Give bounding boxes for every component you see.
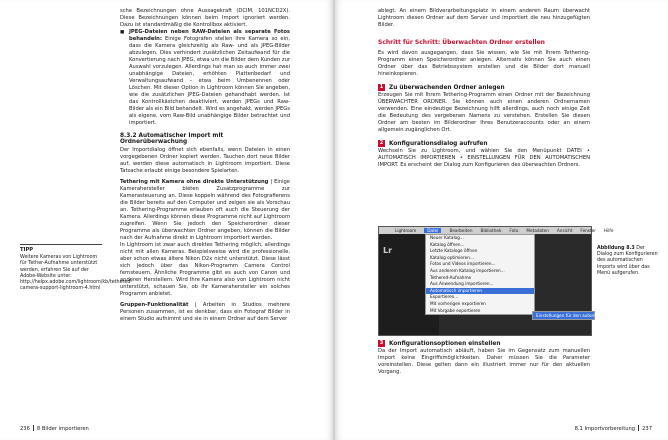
step-3-heading: [378, 340, 590, 347]
tether-text: Einige Kamerahersteller bieten Zusatzprogramme zur Kamerasteuerung an. Diese koppeln während des Fotografierens die Bilder bereits auf den Computer und zeigen sie als Vorschau an. Tethering-Programme erlauben oft auch die Steuerung der Kamera. Allerdings können diese Programme nicht auf Lightroom zugreifen. Wenn Sie jedoch den Speicherordner dieser Programme als überwachten Ordner angeben, können die Bilder nach der Aufnahme direkt in Lightroom importiert werden.: [120, 179, 290, 241]
left-chapter-title: Bilder importieren: [41, 426, 89, 432]
jpeg-bullet: [120, 29, 290, 127]
menu-item: Aus Anwendung importieren...: [430, 281, 494, 287]
menu-item: Letzte Kataloge öffnen: [430, 248, 478, 254]
figure-caption: [597, 246, 661, 277]
right-intro: ablegt. An einem Bildverarbeitungsplatz in einem anderen Raum überwacht Lightroom diesen Ordner auf dem Server und importiert die neu hinzugefügten Bilder.: [378, 8, 590, 28]
section-text: Der Importdialog öffnet sich ebenfalls, wenn Dateien in einen vorgegebenen Ordner kopiert werden. Tauchen dort neue Bilder auf, werden diese automatisch in Lightroom importiert. Diese Tatsache erlaubt einige besondere Spielarten.: [120, 147, 290, 174]
step-3-block: [378, 340, 590, 376]
tipp-label: TIPP: [20, 247, 34, 253]
tipp-box: [20, 244, 133, 293]
menu-item: Katalog optimieren...: [430, 254, 474, 260]
left-page-number: 236: [20, 426, 30, 432]
gruppe-paragraph: Gruppen-Funktionalität | Arbeiten in Studios mehrere Personen zusammen, ist es denkbar, dass ein Fotograf Bilder in einem Studio aufnimmt und sie in einem Ordner auf dem Server: [120, 302, 290, 322]
left-text-column: [120, 8, 290, 323]
datei-menu: [425, 234, 535, 315]
menu-item: Katalog öffnen...: [430, 241, 465, 247]
tether-title: Tethering mit Kamera ohne direkte Unterstützung: [120, 179, 269, 185]
menubar-item: Ansicht: [556, 228, 573, 233]
step-1-text: Erzeugen Sie mit Ihrem Tethering-Programm einen Ordner mit der Bezeichnung ÜBERWACHTER ORDNER. Sie können auch einen anderen Ordnernamen verwenden. Eine eindeutige Bezeichnung hilft allerdings, auch noch einige Zeit die Bedeutung des vergebenen Namens zu verstehen. Erstellen Sie diesen Ordner am besten im Bilderordner Ihres Benutzeraccounts oder an einem allgemein zugänglichen Ort.: [378, 92, 590, 133]
step-1-title: Zu überwachenden Ordner anlegen: [389, 84, 505, 91]
left-footer: [20, 425, 89, 432]
step-1-heading: [378, 84, 590, 91]
step-3-text: Da der Import automatisch abläuft, haben Sie im Gegensatz zum manuellen Import keine Eingriffsmöglichkeiten. Daher müssen Sie die Parameter voreinstellen. Diese gelten dann ein illustriert immer nur für den aktuellen Vorgang.: [378, 348, 590, 375]
right-page: [335, 0, 668, 440]
left-intro: sche Bezeichnungen ohne Aussagekraft (DCIM, 101NCD2X). Diese Bezeichnungen können beim Import ignoriert werden. Dazu ist standardmäßig die Kontrollbox aktiviert.: [120, 8, 290, 28]
left-page: [0, 0, 333, 440]
step-2-number: 2: [379, 140, 384, 146]
menu-item: Aus anderem Katalog importieren...: [430, 267, 505, 273]
step-1-number: 1: [379, 84, 384, 90]
menubar-item: Foto: [509, 228, 519, 233]
menubar-item: Bibliothek: [480, 228, 502, 233]
tether-paragraph: Tethering mit Kamera ohne direkte Unterstützung | Einige Kamerahersteller bieten Zusatzprogramme zur Kamerasteuerung an. Diese koppeln während des Fotografierens die Bilder bereits auf den Computer und zeigen sie als Vorschau an. Tethering-Programme erlauben oft auch die Steuerung der Kamera. Allerdings können diese Programme nicht auf Lightroom zugreifen. Wenn Sie jedoch den Speicherordner dieser Programme als überwachten Ordner angeben, können die Bilder nach der Aufnahme direkt in Lightroom importiert werden.: [120, 179, 290, 241]
caption-text: Der Dialog zum Konfigurieren des automatischen Imports wird über das Menü aufgerufen.: [597, 246, 658, 276]
step-by-step-intro: Es wird davon ausgegangen, dass Sie wissen, wie Sie mit Ihrem Tethering-Programm einen Speicherordner anlegen. Alternativ können Sie auch einen Ordner über das Betriebssystem erstellen und die Bilder dort manuell hineinkopieren.: [378, 50, 590, 77]
right-footer: [575, 425, 652, 432]
step-2-title: Konfigurationsdialog aufrufen: [389, 140, 488, 147]
menubar-item: Metadaten: [526, 228, 549, 233]
menubar-item: Fenster: [580, 228, 596, 233]
menu-item: Tethered-Aufnahme: [430, 274, 472, 280]
menu-item: Exportieren...: [430, 294, 459, 300]
left-chapter-number: 8: [36, 426, 41, 432]
menubar-item: Lightroom: [395, 228, 417, 233]
section-heading: 8.3.2 Automatischer Import mit Ordnerüberwachung: [120, 133, 224, 145]
jpeg-bullet-text: Einige Fotografen stellen ihre Kamera so ein, dass die Kamera gleichzeitig als Raw- und als JPEG-Bilder abzulegen. Dies verhindert zusätzlichen Zeitaufwand für die Konvertierung nach JPEG, etwa um die Bilder dem Kunden zur Auswahl vorzulegen. Allerdings hat man so auch immer zwei unabhängige Dateien, erhöhten Plattenbedarf und Verwaltungsaufwand – etwa beim Umbenennen oder Löschen. Mit dieser Option in Lightroom können Sie angeben, wie die zusätzlichen JPEG-Dateien gehandhabt werden. Ist das Kontrollkästchen deaktiviert, werden JPEGs und Raw-Bilder als ein Bild behandelt. Wird es angehakt, werden JPEGs als eigene, vom Raw-Bild unabhängige Bilder betrachtet und importiert.: [129, 36, 291, 126]
right-section-title: 8.1 Importvorbereitung: [574, 426, 636, 432]
menubar-item-datei: Datei: [424, 228, 441, 233]
gruppe-text: Arbeiten in Studios mehrere Personen zusammen, ist es denkbar, dass ein Fotograf Bilder in einem Studio aufnimmt und sie in einem Ordner auf dem Server: [120, 302, 290, 322]
step-3-number: 3: [379, 340, 384, 346]
tipp-text: Weitere Kameras von Lightroom für Tether-Aufnahme unterstützt werden, erfahren Sie auf der Adobe-Website unter: http://helpx.adobe.com/lightroom/kb/tethered-camera-support-lightroom-4.html: [20, 255, 133, 292]
menu-item: Mit Vorgabe exportieren: [430, 307, 481, 313]
gruppe-title: Gruppen-Funktionalität: [120, 302, 189, 308]
step-2-heading: [378, 140, 590, 147]
menubar-item: Bearbeiten: [449, 228, 473, 233]
menu-item-auto-import: Automatisch importieren: [426, 288, 534, 295]
step-3-title: Konfigurationsoptionen einstellen: [389, 340, 501, 347]
auto-import-submenu: Einstellungen für den automatischen Import: [532, 311, 595, 320]
step-2-text: Wechseln Sie zu Lightroom, und wählen Sie den Menüpunkt DATEI • AUTOMATISCH IMPORTIEREN • EINSTELLUNGEN FÜR DEN AUTOMATISCHEN IMPORT. Es erscheint der Dialog zum Konfigurieren des überwachten Ordners.: [378, 148, 590, 168]
tether-paragraph-2: In Lightroom ist zwar auch direktes Tethering möglich, allerdings nicht mit allen Kameras. Beispielsweise wird die professionelle, aber schon etwas ältere Nikon D2x nicht unterstützt. Diese lässt sich jedoch über das Nikon-Programm Camera Control fernsteuern. Ähnliche Programme gibt es auch von Canon und anderen Herstellern. Wird Ihre Kamera also von Lightroom nicht unterstützt, schauen Sie, ob Ihr Kamerahersteller ein solches Programm anbietet.: [120, 242, 290, 297]
step-by-step-heading: Schritt für Schritt: Überwachten Ordner erstellen: [378, 39, 545, 46]
menubar-item: Hilfe: [603, 228, 614, 233]
lightroom-logo: Lr: [383, 246, 393, 255]
menu-item: Fotos und Videos importieren...: [430, 261, 496, 267]
jpeg-bullet-title: JPEG-Dateien neben RAW-Dateien als separate Fotos behandeln:: [129, 29, 290, 42]
menu-item: Neuer Katalog...: [430, 235, 464, 240]
right-text-column: [378, 8, 590, 169]
menu-item: Mit vorherigen exportieren: [430, 300, 486, 306]
screenshot-menubar: [379, 227, 614, 234]
caption-label: Abbildung 8.3: [597, 246, 635, 251]
right-page-number: 237: [642, 426, 652, 432]
